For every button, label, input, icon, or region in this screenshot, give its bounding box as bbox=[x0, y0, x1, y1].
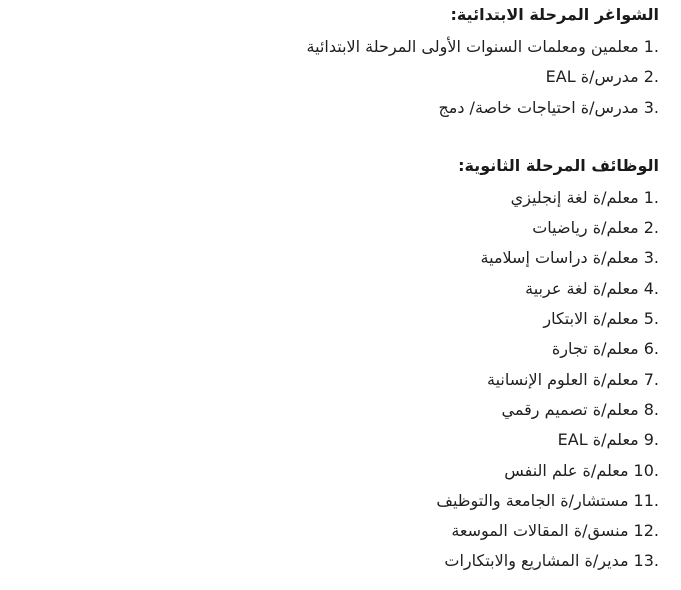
list-item bbox=[12, 93, 659, 123]
list-item-number: 6. bbox=[643, 339, 659, 359]
list-item-number: 1. bbox=[643, 37, 659, 56]
primary-section-title: الشواغر المرحلة الابتدائية: bbox=[450, 5, 659, 24]
list-item bbox=[12, 243, 659, 273]
primary-vacancies-section bbox=[12, 4, 659, 123]
list-item-text: معلم/ة EAL bbox=[557, 430, 639, 450]
list-item-number: 9. bbox=[643, 430, 659, 450]
list-item bbox=[12, 395, 659, 425]
list-item-number: 10. bbox=[633, 460, 659, 480]
list-item-text: مدرس/ة احتياجات خاصة/ دمج bbox=[438, 97, 639, 117]
list-item-number: 2. bbox=[643, 218, 659, 238]
list-item-number: 13. bbox=[633, 551, 659, 571]
list-item bbox=[12, 32, 659, 62]
list-item-text: مستشار/ة الجامعة والتوظيف bbox=[436, 490, 629, 510]
secondary-section-title: الوظائف المرحلة الثانوية: bbox=[458, 155, 659, 175]
list-item-text: معلم/ة علم النفس bbox=[504, 460, 629, 480]
list-item bbox=[12, 516, 659, 546]
list-item bbox=[12, 213, 659, 243]
list-item-text: منسق/ة المقالات الموسعة bbox=[451, 521, 629, 541]
list-item-number: 2. bbox=[643, 67, 659, 87]
list-item-number: 3. bbox=[643, 97, 659, 117]
list-item bbox=[12, 546, 659, 576]
secondary-jobs-list bbox=[12, 183, 659, 577]
list-item bbox=[12, 62, 659, 92]
secondary-jobs-section bbox=[12, 155, 659, 577]
list-item bbox=[12, 425, 659, 455]
list-item-text: مدرس/ة EAL bbox=[545, 67, 639, 87]
list-item bbox=[12, 486, 659, 516]
list-item bbox=[12, 456, 659, 486]
list-item-text: معلمين ومعلمات السنوات الأولى المرحلة الابتدائية bbox=[306, 37, 639, 56]
list-item-text: معلم/ة الابتكار bbox=[543, 309, 639, 329]
list-item-number: 5. bbox=[643, 309, 659, 329]
list-item-number: 1. bbox=[643, 187, 659, 207]
list-item-number: 8. bbox=[643, 399, 659, 419]
list-item-number: 3. bbox=[643, 248, 659, 268]
primary-vacancies-list bbox=[12, 32, 659, 123]
list-item-number: 11. bbox=[633, 490, 659, 510]
list-item bbox=[12, 365, 659, 395]
list-item-text: معلم/ة تجارة bbox=[551, 339, 639, 359]
list-item-text: معلم/ة لغة عربية bbox=[525, 278, 639, 298]
list-item-text: معلم/ة دراسات إسلامية bbox=[480, 248, 639, 268]
list-item-text: معلم/ة رياضيات bbox=[532, 218, 639, 238]
list-item bbox=[12, 304, 659, 334]
list-item-number: 12. bbox=[633, 521, 659, 541]
list-item-number: 7. bbox=[643, 369, 659, 389]
list-item-text: معلم/ة تصميم رقمي bbox=[501, 399, 639, 419]
list-item bbox=[12, 183, 659, 213]
list-item-text: مدير/ة المشاريع والابتكارات bbox=[444, 551, 629, 571]
list-item-text: معلم/ة العلوم الإنسانية bbox=[487, 369, 639, 389]
list-item bbox=[12, 274, 659, 304]
list-item bbox=[12, 334, 659, 364]
list-item-number: 4. bbox=[643, 278, 659, 298]
list-item-text: معلم/ة لغة إنجليزي bbox=[510, 187, 639, 207]
